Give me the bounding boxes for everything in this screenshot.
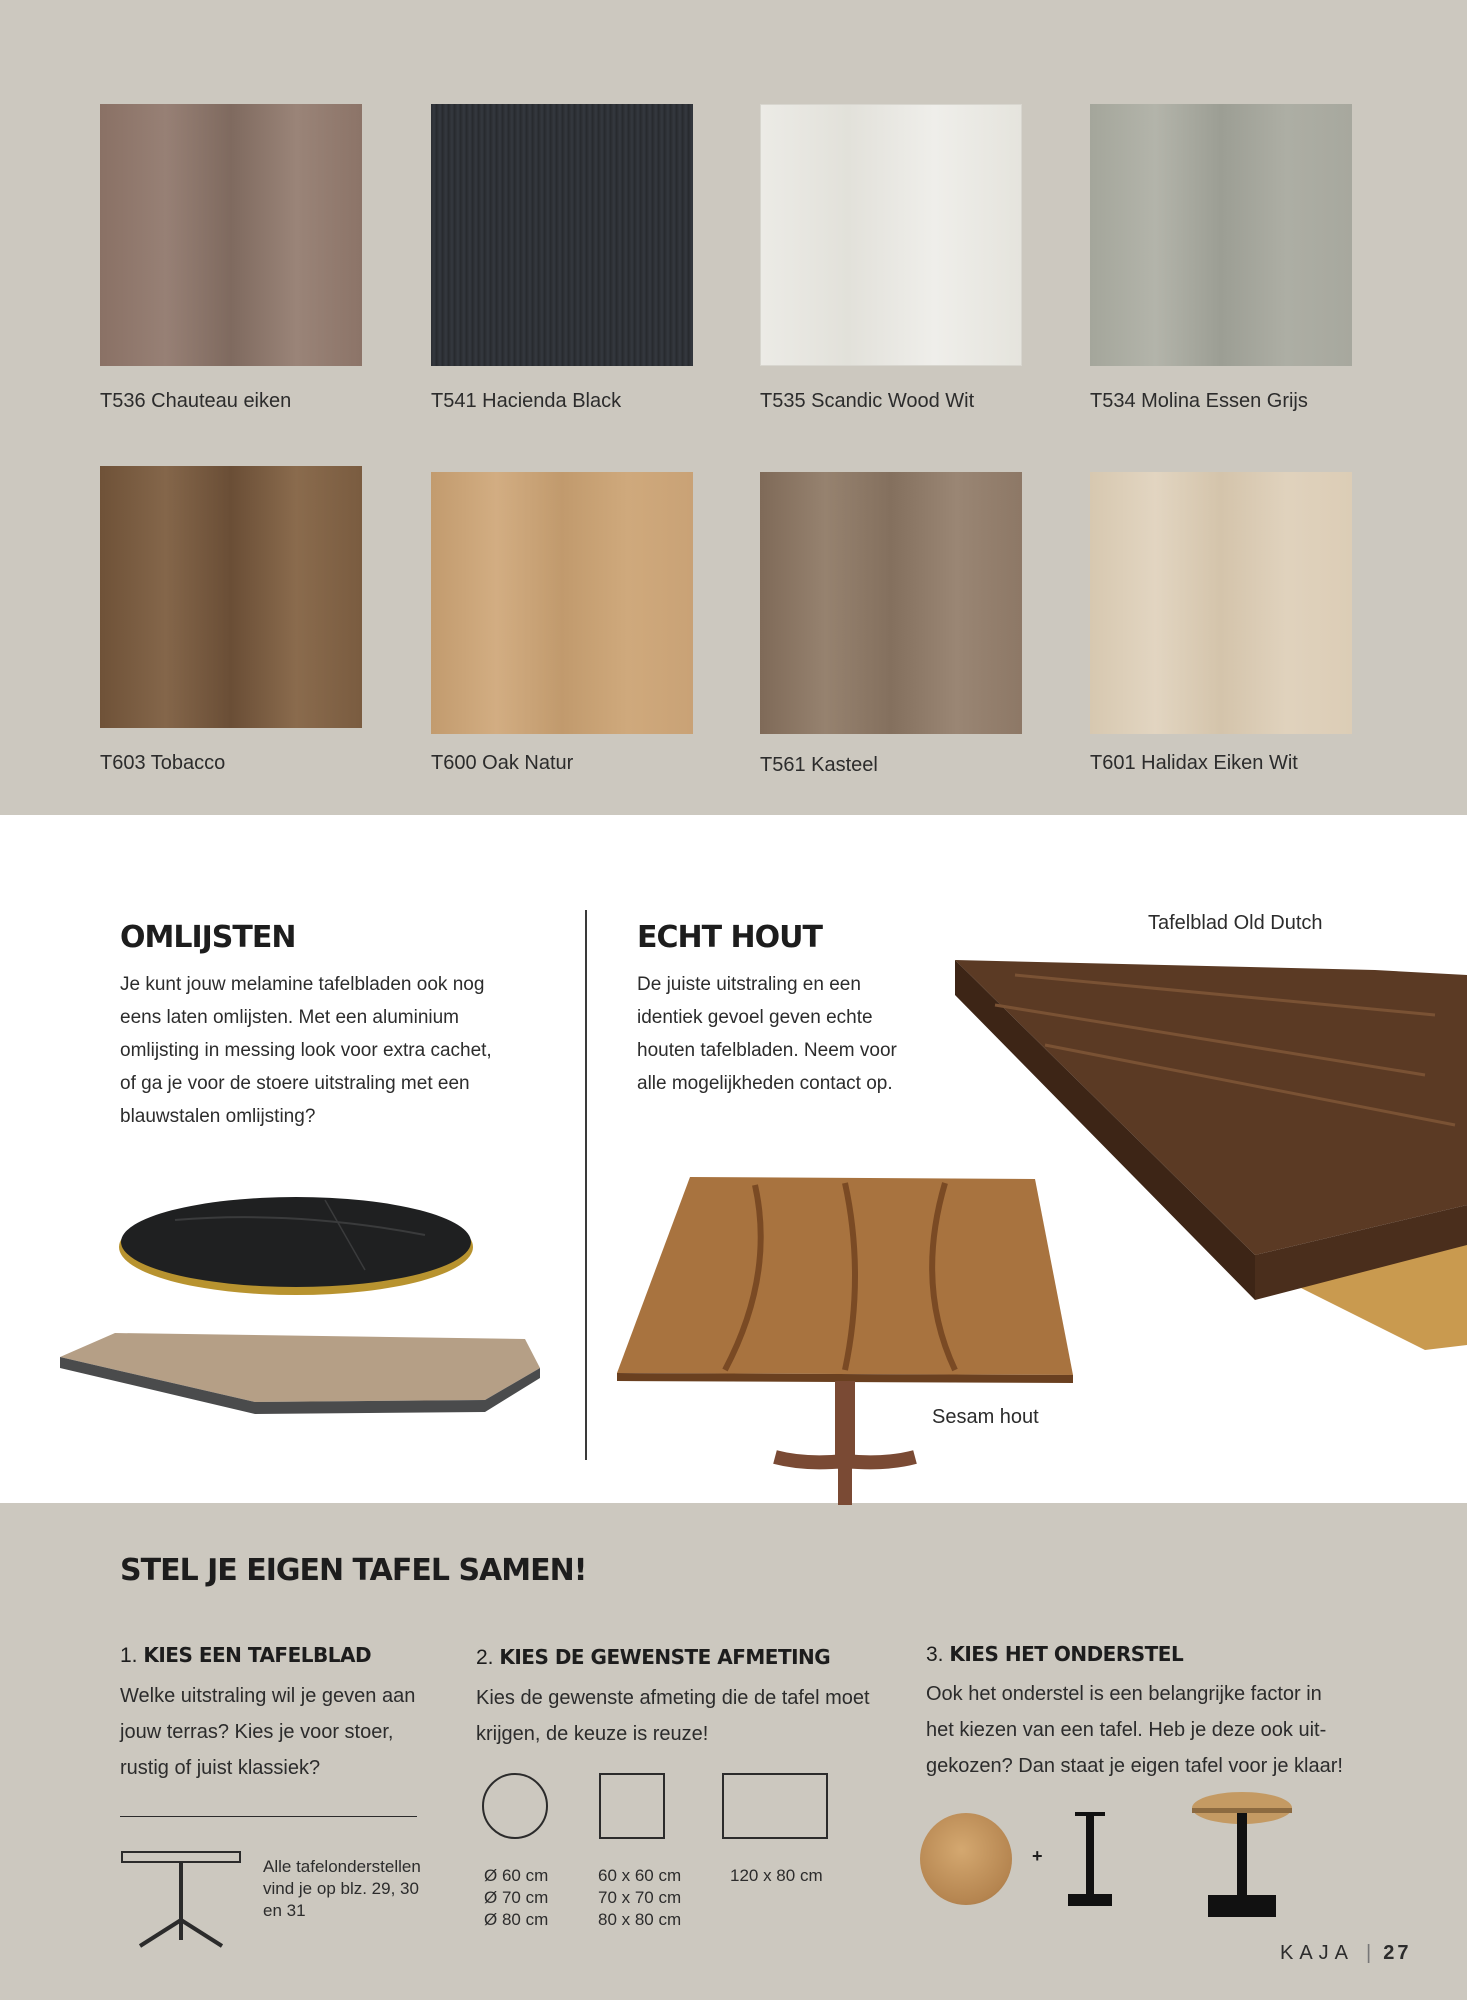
swatch-t601 (1090, 472, 1352, 734)
size-value: 60 x 60 cm (598, 1866, 682, 1885)
omlijsten-heading: OMLIJSTEN (120, 920, 296, 955)
footer-separator: | (1366, 1942, 1372, 1964)
page-footer (1280, 1942, 1411, 1965)
text-line: alle mogelijkheden contact op. (637, 1073, 893, 1094)
size-value: 80 x 80 cm (598, 1910, 682, 1929)
size-value: 70 x 70 cm (598, 1888, 682, 1907)
table-base-product (1065, 1810, 1115, 1910)
text-line: gekozen? Dan staat je eigen tafel voor je klaar! (926, 1755, 1343, 1777)
step-heading: KIES DE GEWENSTE AFMETING (499, 1645, 831, 1669)
step3-title (926, 1642, 1183, 1667)
plus-sign: + (1032, 1846, 1043, 1866)
rect-sizes (730, 1865, 823, 1887)
text-line: Ook het onderstel is een belangrijke factor in (926, 1683, 1322, 1705)
step2-text (476, 1680, 906, 1752)
text-line: Kies de gewenste afmeting die de tafel moet (476, 1687, 870, 1709)
step-number: 1. (120, 1644, 138, 1667)
brand-name: KAJA (1280, 1942, 1355, 1964)
samen-heading: STEL JE EIGEN TAFEL SAMEN! (120, 1553, 587, 1588)
text-line: Alle tafelonderstellen (263, 1857, 421, 1876)
swatch-label: T601 Halidax Eiken Wit (1090, 752, 1298, 774)
text-line: identiek gevoel geven echte (637, 1007, 873, 1028)
section-divider (585, 910, 587, 1460)
square-sizes (598, 1865, 681, 1931)
text-line: of ga je voor de stoere uitstraling met een (120, 1073, 470, 1094)
swatch-t603 (100, 466, 362, 728)
echt-hout-heading: ECHT HOUT (637, 920, 822, 955)
swatch-label: T600 Oak Natur (431, 752, 574, 774)
step2-title (476, 1645, 830, 1670)
round-sizes (484, 1865, 548, 1931)
page-number: 27 (1383, 1942, 1412, 1964)
echt-hout-text (637, 968, 937, 1100)
text-line: omlijsting in messing look voor extra cachet, (120, 1040, 492, 1061)
step1-note (263, 1856, 421, 1922)
caption-old-dutch: Tafelblad Old Dutch (1148, 912, 1323, 934)
step-heading: KIES EEN TAFELBLAD (143, 1643, 372, 1667)
swatch-t534 (1090, 104, 1352, 366)
swatch-t561 (760, 472, 1022, 734)
text-line: vind je op blz. 29, 30 (263, 1879, 419, 1898)
swatch-t535 (760, 104, 1022, 366)
rectangle-shape-icon (722, 1773, 828, 1839)
swatch-label: T534 Molina Essen Grijs (1090, 390, 1308, 412)
step-heading: KIES HET ONDERSTEL (949, 1642, 1184, 1666)
step1-text (120, 1678, 450, 1786)
table-base-icon (120, 1850, 242, 1950)
size-value: Ø 70 cm (484, 1888, 549, 1907)
step1-rule (120, 1816, 417, 1817)
omlijsten-text (120, 968, 560, 1133)
step1-title (120, 1643, 371, 1668)
text-line: blauwstalen omlijsting? (120, 1106, 316, 1127)
swatch-label: T561 Kasteel (760, 754, 878, 776)
round-shape-icon (482, 1773, 548, 1839)
text-line: Je kunt jouw melamine tafelbladen ook nog (120, 974, 485, 995)
swatch-label: T536 Chauteau eiken (100, 390, 292, 412)
text-line: het kiezen van een tafel. Heb je deze ook uit- (926, 1719, 1327, 1741)
size-value: 120 x 80 cm (730, 1866, 823, 1885)
size-value: Ø 80 cm (484, 1910, 549, 1929)
text-line: eens laten omlijsten. Met een aluminium (120, 1007, 460, 1028)
text-line: Welke uitstraling wil je geven aan (120, 1685, 416, 1707)
sesam-table-image (615, 1175, 1075, 1505)
swatch-t536 (100, 104, 362, 366)
swatch-label: T603 Tobacco (100, 752, 226, 774)
text-line: houten tafelbladen. Neem voor (637, 1040, 897, 1061)
caption-sesam: Sesam hout (932, 1406, 1039, 1428)
text-line: krijgen, de keuze is reuze! (476, 1723, 709, 1745)
swatch-t600 (431, 472, 693, 734)
swatch-t541 (431, 104, 693, 366)
text-line: rustig of juist klassiek? (120, 1757, 321, 1779)
step-number: 3. (926, 1643, 944, 1666)
step-number: 2. (476, 1646, 494, 1669)
assembled-table-product (1190, 1790, 1294, 1920)
wood-top-icon (920, 1813, 1012, 1905)
swatch-label: T535 Scandic Wood Wit (760, 390, 975, 412)
size-value: Ø 60 cm (484, 1866, 549, 1885)
step3-text (926, 1676, 1366, 1784)
text-line: De juiste uitstraling en een (637, 974, 861, 995)
square-shape-icon (599, 1773, 665, 1839)
swatch-label: T541 Hacienda Black (431, 390, 622, 412)
text-line: en 31 (263, 1901, 306, 1920)
framed-tabletops-image (55, 1180, 545, 1460)
text-line: jouw terras? Kies je voor stoer, (120, 1721, 394, 1743)
